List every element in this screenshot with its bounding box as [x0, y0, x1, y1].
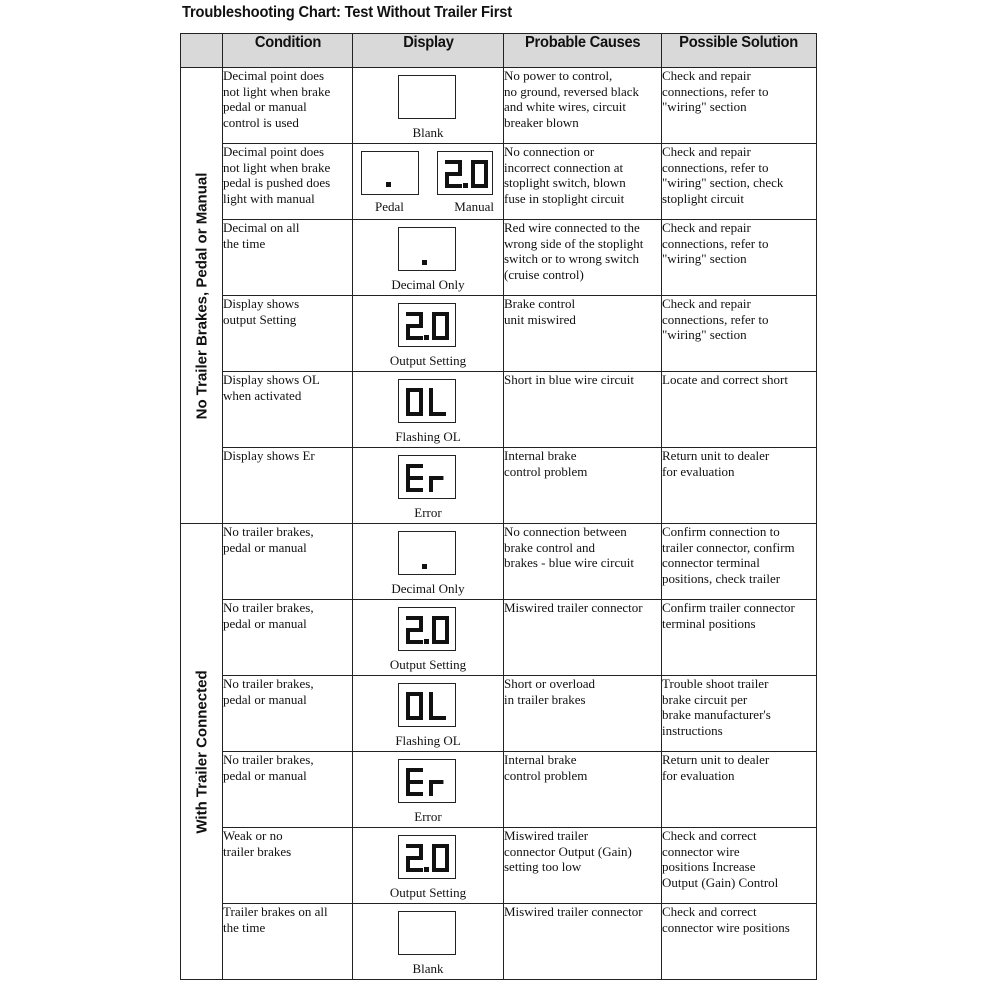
segment-b — [445, 312, 449, 326]
table-row — [181, 144, 817, 220]
segment-g — [429, 476, 443, 480]
segment-e — [429, 478, 433, 492]
lcd-display — [398, 911, 456, 955]
table-row — [181, 600, 817, 676]
cause-cell: Red wire connected to the wrong side of the stoplight switch or to wrong switch (cruise control) — [504, 220, 662, 296]
decimal-point — [424, 639, 429, 644]
segment-f — [471, 160, 475, 174]
lcd-display — [398, 607, 456, 651]
display-caption: Flashing OL — [395, 429, 461, 444]
segment-b — [484, 160, 488, 174]
segment-d — [406, 336, 423, 340]
chart-title: Troubleshooting Chart: Test Without Trailer First — [182, 4, 512, 21]
condition-cell: No trailer brakes, pedal or manual — [223, 524, 353, 600]
cause-cell: Internal brake control problem — [504, 752, 662, 828]
display-cell — [353, 904, 504, 980]
cause-cell: Miswired trailer connector Output (Gain) setting too low — [504, 828, 662, 904]
troubleshooting-table — [180, 33, 817, 980]
condition-cell: Display shows output Setting — [223, 296, 353, 372]
lcd-display — [398, 379, 456, 423]
solution-cell: Confirm trailer connector terminal positions — [662, 600, 817, 676]
segment-d — [429, 716, 446, 720]
segment-f — [429, 388, 433, 402]
segment-d — [406, 488, 423, 492]
segment-f — [406, 768, 410, 782]
segment-e — [432, 858, 436, 872]
display-caption: Blank — [412, 961, 444, 976]
segment-f — [406, 388, 410, 402]
lcd-display — [398, 455, 456, 499]
cause-cell: No connection or incorrect connection at stoplight switch, blown fuse in stoplight circuit — [504, 144, 662, 220]
display-cell — [353, 296, 504, 372]
segment-e — [406, 706, 410, 720]
display-cell — [353, 828, 504, 904]
decimal-point — [463, 183, 468, 188]
display-caption: Output Setting — [389, 353, 467, 368]
display-caption: Blank — [412, 125, 444, 140]
cause-cell: Short in blue wire circuit — [504, 372, 662, 448]
lcd-manual — [437, 151, 493, 195]
condition-cell: Display shows OL when activated — [223, 372, 353, 448]
display-cell — [353, 372, 504, 448]
solution-cell: Return unit to dealer for evaluation — [662, 752, 817, 828]
table-row — [181, 904, 817, 980]
segment-f — [429, 692, 433, 706]
segment-e — [432, 326, 436, 340]
segment-d — [406, 868, 423, 872]
segment-e — [406, 402, 410, 416]
decimal-point — [422, 260, 427, 265]
display-cell — [353, 220, 504, 296]
display-cell — [353, 676, 504, 752]
seven-segment-readout — [399, 608, 455, 650]
display-caption: Output Setting — [389, 657, 467, 672]
cause-cell: Miswired trailer connector — [504, 600, 662, 676]
display-caption: Flashing OL — [395, 733, 461, 748]
lcd-display — [398, 303, 456, 347]
segment-f — [432, 844, 436, 858]
seven-segment-readout — [399, 684, 455, 726]
condition-cell: No trailer brakes, pedal or manual — [223, 676, 353, 752]
solution-cell: Check and repair connections, refer to "wiring" section — [662, 296, 817, 372]
table-row — [181, 676, 817, 752]
segment-b — [445, 844, 449, 858]
lcd-display — [398, 531, 456, 575]
header-solution: Possible Solution — [662, 34, 817, 68]
condition-cell: Decimal point does not light when brake pedal or manual control is used — [223, 68, 353, 144]
header-condition: Condition — [223, 34, 353, 68]
display-caption: Error — [414, 505, 442, 520]
segment-e — [429, 782, 433, 796]
table-row — [181, 68, 817, 144]
solution-cell: Check and repair connections, refer to "wiring" section, check stoplight circuit — [662, 144, 817, 220]
seven-segment-readout — [399, 760, 455, 802]
segment-f — [406, 692, 410, 706]
header-group — [181, 34, 223, 68]
table-row — [181, 220, 817, 296]
display-cell — [353, 448, 504, 524]
condition-cell: Display shows Er — [223, 448, 353, 524]
display-caption: Error — [414, 809, 442, 824]
segment-b — [445, 616, 449, 630]
solution-cell: Check and correct connector wire positions Increase Output (Gain) Control — [662, 828, 817, 904]
solution-cell: Locate and correct short — [662, 372, 817, 448]
condition-cell: No trailer brakes, pedal or manual — [223, 600, 353, 676]
decimal-point — [424, 335, 429, 340]
group-label: No Trailer Brakes, Pedal or Manual — [193, 172, 210, 419]
solution-cell: Confirm connection to trailer connector, confirm connector terminal positions, check trailer — [662, 524, 817, 600]
segment-d — [445, 184, 462, 188]
condition-cell: Trailer brakes on all the time — [223, 904, 353, 980]
display-caption: Decimal Only — [391, 277, 465, 292]
solution-cell: Trouble shoot trailer brake circuit per brake manufacturer's instructions — [662, 676, 817, 752]
segment-f — [432, 616, 436, 630]
segment-b — [419, 312, 423, 326]
cause-cell: Internal brake control problem — [504, 448, 662, 524]
header-causes: Probable Causes — [504, 34, 662, 68]
seven-segment-readout — [399, 456, 455, 498]
segment-d — [429, 412, 446, 416]
condition-cell: Decimal on all the time — [223, 220, 353, 296]
lcd-display — [398, 759, 456, 803]
lcd-display — [398, 227, 456, 271]
decimal-point — [424, 867, 429, 872]
seven-segment-readout — [399, 304, 455, 346]
condition-cell: No trailer brakes, pedal or manual — [223, 752, 353, 828]
display-caption: Decimal Only — [391, 581, 465, 596]
solution-cell: Check and correct connector wire positions — [662, 904, 817, 980]
cause-cell: Brake control unit miswired — [504, 296, 662, 372]
table-row — [181, 828, 817, 904]
display-caption-manual: Manual — [454, 199, 494, 214]
table-row — [181, 524, 817, 600]
display-cell — [353, 144, 504, 220]
segment-e — [432, 630, 436, 644]
segment-b — [419, 692, 423, 706]
segment-f — [406, 464, 410, 478]
cause-cell: Short or overload in trailer brakes — [504, 676, 662, 752]
group-label: With Trailer Connected — [193, 669, 210, 834]
segment-g — [429, 780, 443, 784]
solution-cell: Check and repair connections, refer to "wiring" section — [662, 220, 817, 296]
segment-b — [419, 388, 423, 402]
solution-cell: Return unit to dealer for evaluation — [662, 448, 817, 524]
lcd-display — [398, 683, 456, 727]
display-cell — [353, 600, 504, 676]
display-cell — [353, 68, 504, 144]
segment-b — [419, 616, 423, 630]
cause-cell: No connection between brake control and brakes - blue wire circuit — [504, 524, 662, 600]
group-cell — [181, 68, 223, 524]
display-cell — [353, 752, 504, 828]
condition-cell: Weak or no trailer brakes — [223, 828, 353, 904]
lcd-display — [398, 835, 456, 879]
table-row — [181, 372, 817, 448]
condition-cell: Decimal point does not light when brake pedal is pushed does light with manual — [223, 144, 353, 220]
decimal-point — [386, 182, 391, 187]
cause-cell: No power to control, no ground, reversed black and white wires, circuit breaker blown — [504, 68, 662, 144]
table-row — [181, 752, 817, 828]
seven-segment-readout — [438, 152, 492, 194]
solution-cell: Check and repair connections, refer to "wiring" section — [662, 68, 817, 144]
segment-d — [406, 640, 423, 644]
cause-cell: Miswired trailer connector — [504, 904, 662, 980]
lcd-display — [398, 75, 456, 119]
display-cell — [353, 524, 504, 600]
segment-f — [432, 312, 436, 326]
display-caption: Output Setting — [389, 885, 467, 900]
seven-segment-readout — [399, 380, 455, 422]
header-display: Display — [353, 34, 504, 68]
group-cell — [181, 524, 223, 980]
segment-b — [419, 844, 423, 858]
display-caption-pedal: Pedal — [375, 199, 404, 214]
lcd-pedal — [361, 151, 419, 195]
segment-b — [458, 160, 462, 174]
segment-e — [471, 174, 475, 188]
table-row — [181, 296, 817, 372]
seven-segment-readout — [399, 836, 455, 878]
segment-d — [406, 792, 423, 796]
table-row — [181, 448, 817, 524]
decimal-point — [422, 564, 427, 569]
